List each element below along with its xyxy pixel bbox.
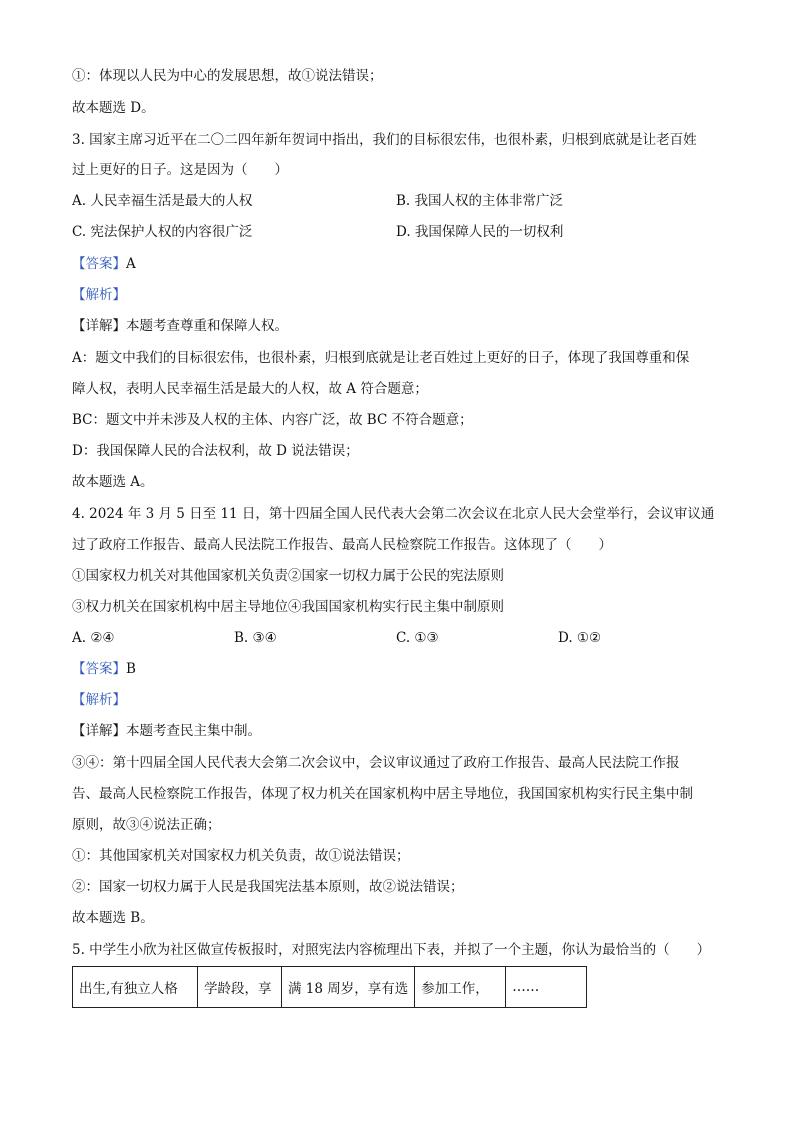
text-line: ③④：第十四届全国人民代表大会第二次会议中，会议审议通过了政府工作报告、最高人民法院工作报 <box>72 755 680 771</box>
text-line: 告、最高人民检察院工作报告，体现了权力机关在国家机构中居主导地位，我国国家机构实行民主集中制 <box>72 786 693 802</box>
text-line: 故本题选 D。 <box>72 100 155 116</box>
analysis-tag: 【解析】 <box>72 287 126 303</box>
text-line: 原则，故③④说法正确； <box>72 817 221 833</box>
q5-table <box>72 966 587 1008</box>
text-line: 障人权，表明人民幸福生活是最大的人权，故 A 符合题意； <box>72 381 428 397</box>
detail-tag: 【详解】 <box>72 723 126 739</box>
q4-statements-2: ③权力机关在国家机构中居主导地位④我国国家机构实行民主集中制原则 <box>72 599 504 615</box>
text-line: BC：题文中并未涉及人权的主体、内容广泛，故 BC 不符合题意； <box>72 412 473 428</box>
table-cell: …… <box>506 967 587 1008</box>
text-line: ②：国家一切权力属于人民是我国宪法基本原则，故②说法错误； <box>72 879 464 895</box>
detail-text: 本题考查尊重和保障人权。 <box>126 318 288 334</box>
question-4-stem: 4. 2024 年 3 月 5 日至 11 日，第十四届全国人民代表大会第二次会议在北京人民大会堂举行，会议审议通 <box>72 506 715 522</box>
q4-option-b: B. ③④ <box>234 630 277 646</box>
text-line: D：我国保障人民的合法权利，故 D 说法错误； <box>72 443 359 459</box>
q4-analysis <box>72 690 126 710</box>
q3-option-a: A. 人民幸福生活是最大的人权 <box>72 193 253 209</box>
detail-tag: 【详解】 <box>72 318 126 334</box>
q4-option-a: A. ②④ <box>72 630 115 646</box>
table-cell: 参加工作， <box>415 967 506 1008</box>
question-3-stem: 3. 国家主席习近平在二〇二四年新年贺词中指出，我们的目标很宏伟，也很朴素，归根到底就是让老百姓 <box>72 132 697 148</box>
analysis-tag: 【解析】 <box>72 692 126 708</box>
q4-detail <box>72 721 261 741</box>
text-line: ①：其他国家机关对国家权力机关负责，故①说法错误； <box>72 848 410 864</box>
q3-option-c: C. 宪法保护人权的内容很广泛 <box>72 224 253 240</box>
question-5-stem: 5. 中学生小欣为社区做宣传板报时，对照宪法内容梳理出下表，并拟了一个主题，你认为最恰当的（ ） <box>72 942 711 958</box>
table-cell: 出生,有独立人格 <box>73 967 198 1008</box>
q4-option-c: C. ①③ <box>396 630 439 646</box>
q3-option-b: B. 我国人权的主体非常广泛 <box>396 193 564 209</box>
text-line: A：题文中我们的目标很宏伟，也很朴素，归根到底就是让老百姓过上更好的日子，体现了我国尊重和保 <box>72 350 690 366</box>
answer-value: A <box>126 256 136 272</box>
answer-tag: 【答案】 <box>72 256 126 272</box>
text-line: ①：体现以人民为中心的发展思想，故①说法错误； <box>72 68 383 84</box>
table-row <box>73 967 587 1008</box>
question-4-stem-cont: 过了政府工作报告、最高人民法院工作报告、最高人民检察院工作报告。这体现了（ ） <box>72 537 612 553</box>
table-cell: 满 18 周岁，享有选 <box>282 967 415 1008</box>
text-line: 故本题选 A。 <box>72 474 154 490</box>
answer-value: B <box>126 661 136 677</box>
answer-tag: 【答案】 <box>72 661 126 677</box>
table-cell: 学龄段，享 <box>198 967 282 1008</box>
q4-statements-1: ①国家权力机关对其他国家机关负责②国家一切权力属于公民的宪法原则 <box>72 568 504 584</box>
detail-text: 本题考查民主集中制。 <box>126 723 261 739</box>
q4-answer <box>72 659 136 679</box>
q3-analysis <box>72 285 126 305</box>
q3-detail <box>72 316 288 336</box>
text-line: 故本题选 B。 <box>72 910 154 926</box>
q4-option-d: D. ①② <box>558 630 602 646</box>
q3-answer <box>72 254 136 274</box>
q3-option-d: D. 我国保障人民的一切权利 <box>396 224 564 240</box>
question-3-stem-cont: 过上更好的日子。这是因为（ ） <box>72 162 288 178</box>
